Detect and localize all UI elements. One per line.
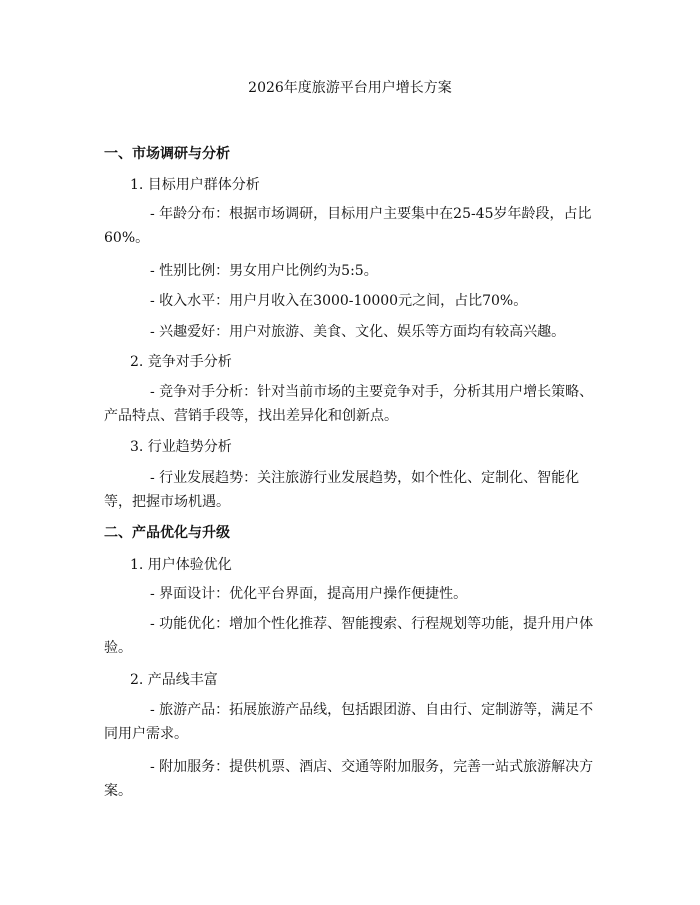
paragraph-additional-services: - 附加服务：提供机票、酒店、交通等附加服务，完善一站式旅游解决方案。 (104, 759, 594, 799)
subsection-heading-competitors: 2. 竞争对手分析 (130, 354, 232, 370)
section-heading-market-research: 一、市场调研与分析 (104, 146, 230, 162)
paragraph-industry-trends: - 行业发展趋势：关注旅游行业发展趋势，如个性化、定制化、智能化等，把握市场机遇。 (104, 470, 580, 510)
paragraph-travel-products: - 旅游产品：拓展旅游产品线，包括跟团游、自由行、定制游等，满足不同用户需求。 (104, 702, 594, 742)
document-title: 2026年度旅游平台用户增长方案 (248, 80, 452, 96)
subsection-heading-industry-trends: 3. 行业趋势分析 (130, 439, 232, 455)
paragraph-interface-design: - 界面设计：优化平台界面，提高用户操作便捷性。 (150, 586, 468, 602)
subsection-heading-user-experience: 1. 用户体验优化 (130, 557, 232, 573)
paragraph-income-level: - 收入水平：用户月收入在3000-10000元之间，占比70%。 (150, 293, 528, 309)
subsection-heading-product-line: 2. 产品线丰富 (130, 672, 218, 688)
paragraph-age-distribution: - 年龄分布：根据市场调研，目标用户主要集中在25-45岁年龄段，占比60%。 (104, 206, 592, 246)
section-heading-product-optimization: 二、产品优化与升级 (104, 525, 230, 541)
paragraph-gender-ratio: - 性别比例：男女用户比例约为5:5。 (150, 263, 378, 279)
paragraph-competitor-analysis: - 竞争对手分析：针对当前市场的主要竞争对手，分析其用户增长策略、产品特点、营销手段等，找出差异化和创新点。 (104, 384, 594, 424)
subsection-heading-target-users: 1. 目标用户群体分析 (130, 177, 260, 193)
paragraph-feature-optimization: - 功能优化：增加个性化推荐、智能搜索、行程规划等功能，提升用户体验。 (104, 616, 594, 656)
paragraph-interests: - 兴趣爱好：用户对旅游、美食、文化、娱乐等方面均有较高兴趣。 (150, 324, 566, 340)
